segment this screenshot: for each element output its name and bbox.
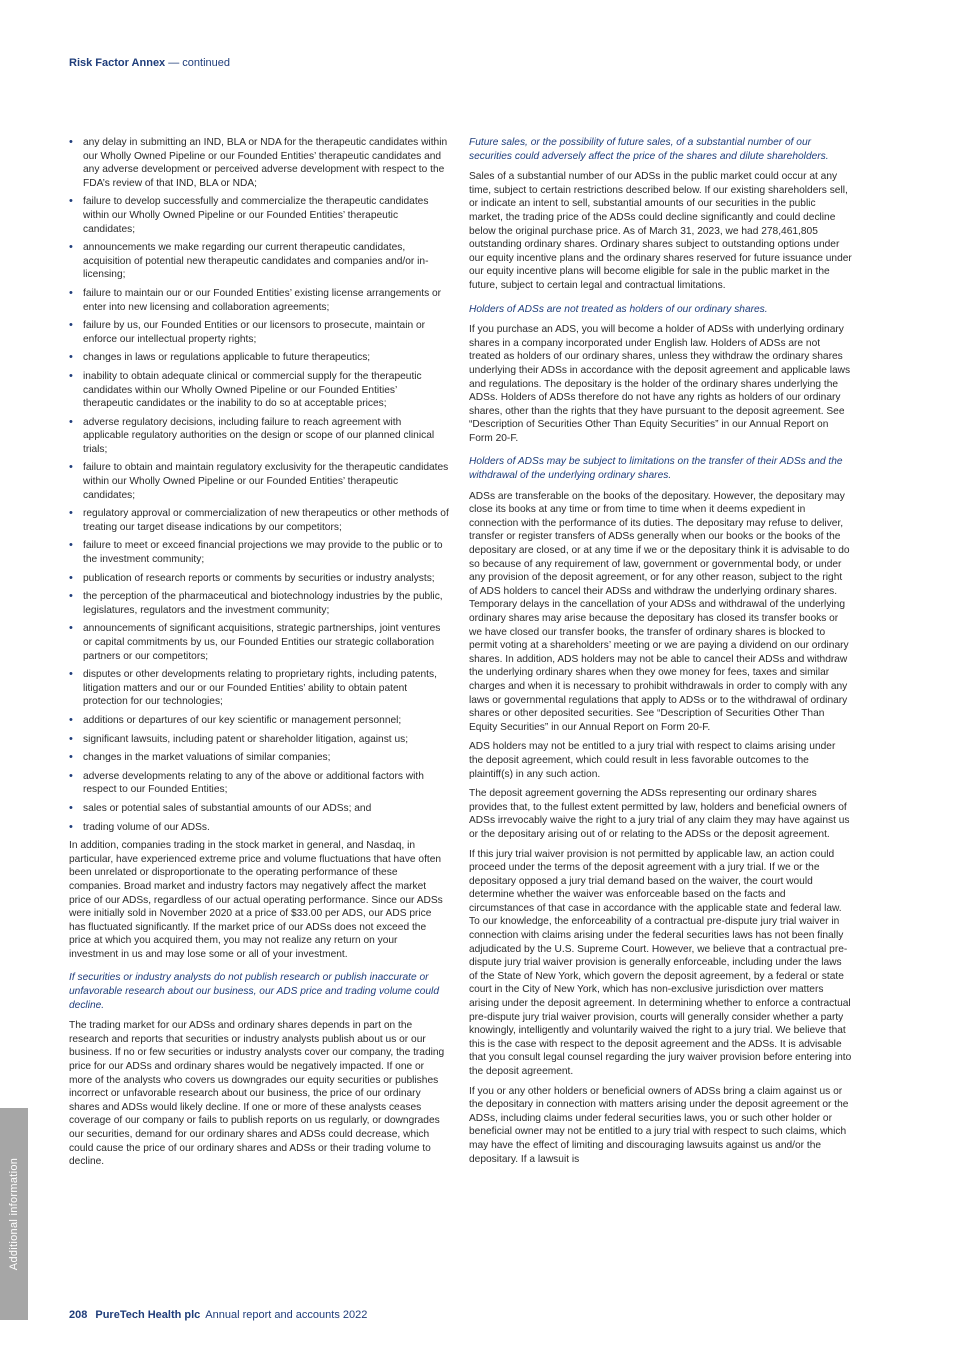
list-item: • significant lawsuits, including patent or shareholder litigation, against us; [69,732,409,745]
list-item: • the perception of the pharmaceutical and biotechnology industries by the public, legislatures, regulators and the investment community; [69,590,443,616]
body-paragraph: ADS holders may not be entitled to a jury trial with respect to claims arising under the deposit agreement, which could result in less favorable outcomes to the plaintiff(s) in any such action. [469,741,836,780]
subsection-heading: Future sales, or the possibility of future sales, of a substantial number of our securities could adversely affect the price of the shares and dilute shareholders. [469,137,829,162]
body-paragraph: The trading market for our ADSs and ordinary shares depends in part on the research and reports that securities or industry analysts publish about us or our business. If no or few securities or industry analysts cover our company, the trading price for our ADSs and ordinary shares would be negatively impacted. If one or more of the analysts who covers us downgrades our equity securities or publishes incorrect or unfavorable research about our business, the price of our ordinary shares and ADSs would likely decline. If one or more of these analysts ceases coverage of our company or fails to publish reports on us regularly, or downgrades our securities, demand for our ordinary shares and ADSs could decrease, which could cause the price of our ordinary shares and ADSs or their trading volume to decline. [69,1020,445,1168]
list-item: • changes in the market valuations of similar companies; [69,751,331,764]
body-paragraph: ADSs are transferable on the books of the depositary. However, the depositary may close its books at any time or from time to time when it deems expedient in connection with the performance of its duties. The depositary may refuse to deliver, transfer or register transfers of ADSs generally when our books or the books of the depositary are closed, or at any time if we or the depositary think it is advisable to do so because of any requirement of law, government or governmental body, or under any provision of the deposit agreement, or for any other reason, subject to the right of ADS holders to cancel their ADSs and withdraw the underlying ordinary shares. Temporary delays in the cancellation of your ADSs and withdrawal of the underlying ordinary shares may arise because the depositary has closed its transfer books or we have closed our transfer books, the transfer of ordinary shares is blocked to permit voting at a shareholders’ meeting or we are paying a dividend on our ordinary shares. In addition, ADS holders may not be able to cancel their ADSs and withdraw the underlying ordinary shares when they owe money for fees, taxes and similar charges and when it is necessary to prohibit withdrawals in order to comply with any laws or governmental regulations that apply to ADSs or to the withdrawal of ordinary shares or other deposited securities. See “Description of Securities Other Than Equity Securities” in our Annual Report on Form 20-F. [469,490,850,733]
list-item: • failure to meet or exceed financial projections we may provide to the public or to the investment community; [69,539,443,566]
subsection-heading: Holders of ADSs are not treated as holders of our ordinary shares. [469,303,768,315]
list-item: • failure to obtain and maintain regulatory exclusivity for the therapeutic candidates within our Wholly Owned Pipeline or our Founded Entities’ therapeutic candidates; [69,461,449,501]
section-side-tab [0,1108,28,1320]
section-title: Risk Factor Annex [69,57,166,69]
right-column [469,136,852,1172]
body-paragraph: In addition, companies trading in the stock market in general, and Nasdaq, in particular, have experienced extreme price and volume fluctuations that have often been unrelated or disproportionate to the operating performance of these companies. Broad market and industry factors may negatively affect the market price of our ADSs, regardless of our actual operating performance. Since our ADSs were initially sold in November 2020 at a price of $33.00 per ADS, our ADS price has fluctuated significantly. If the market price of our ADSs does not exceed the price at which you acquired them, you may not realize any return on your investment in us and may lose some or all of your investment. [69,840,443,960]
list-item: • sales or potential sales of substantial amounts of our ADSs; and [69,801,372,814]
list-item: • failure to maintain our or our Founded Entities’ existing license arrangements or enter into new licensing and collaboration agreements; [69,286,442,313]
page-footer [69,1309,367,1321]
list-item: • additions or departures of our key scientific or management personnel; [69,713,402,726]
list-item: • adverse regulatory decisions, including failure to reach agreement with applicable regulatory authorities on the design or scope of our planned clinical trials; [69,415,435,455]
list-item: • failure to develop successfully and commercialize the therapeutic candidates within our Wholly Owned Pipeline or our Founded Entities’ therapeutic candidates; [69,195,429,235]
list-item: • changes in laws or regulations applicable to future therapeutics; [69,351,371,364]
body-paragraph: The deposit agreement governing the ADSs representing our ordinary shares provides that, to the fullest extent permitted by law, holders and beneficial owners of ADSs irrevocably waive the right to a jury trial of any claim they may have against us or the depositary arising out of or relating to the ADSs or the deposit agreement. [469,788,850,840]
list-item: • announcements of significant acquisitions, strategic partnerships, joint ventures or capital commitments by us, our Founded Entities our strategic collaboration partners or our competitors; [69,622,441,662]
body-paragraph: If you or any other holders or beneficial owners of ADSs bring a claim against us or the depositary in connection with matters arising under the deposit agreement or the ADSs, including claims under federal securities laws, you or such other holder or beneficial owner may not be entitled to a jury trial with respect to such claims, which may have the effect of limiting and discouraging lawsuits against us and/or the depositary. If a lawsuit is [469,1085,849,1165]
continued-label: — continued [165,57,231,69]
list-item: • any delay in submitting an IND, BLA or NDA for the therapeutic candidates within our Wholly Owned Pipeline or our Founded Entities’ therapeutic candidates and any adverse development or perceived adverse development with respect to the FDA’s review of that IND, BLA or NDA; [69,136,448,189]
list-item: • regulatory approval or commercialization of new therapeutics or other methods of treating our target disease indications by our competitors; [69,507,449,533]
list-item: • inability to obtain adequate clinical or commercial supply for the therapeutic candidates within our Wholly Owned Pipeline or our Founded Entities’ therapeutic candidates or the inability to do so at acceptable prices; [69,369,422,410]
list-item: • disputes or other developments relating to proprietary rights, including patents, litigation matters and our or our Founded Entities’ ability to obtain patent protection for our technologies; [69,668,437,708]
list-item: • trading volume of our ADSs. [69,820,210,833]
body-paragraph: If you purchase an ADS, you will become a holder of ADSs with underlying ordinary shares in a company incorporated under English law. Holders of ADSs are not treated as holders of our ordinary shares, unless they withdraw the ordinary shares underlying their ADSs in accordance with the deposit agreement and applicable laws and regulations. The depositary is the holder of the ordinary shares underlying the ADSs. Holders of ADSs therefore do not have any rights as holders of our ordinary shares, other than the rights that they have pursuant to the deposit agreement. See “Description of Securities Other Than Equity Securities” in our Annual Report on Form 20-F. [469,324,851,444]
company-name: PureTech Health plc [95,1309,201,1321]
subsection-heading: If securities or industry analysts do not publish research or publish inaccurate or unfavorable research about our business, our ADS price and trading volume could decline. [69,972,439,1011]
page-number: 208 [69,1309,88,1321]
report-title: Annual report and accounts 2022 [205,1309,368,1321]
body-paragraph: Sales of a substantial number of our ADSs in the public market could occur at any time, subject to certain restrictions described below. If our existing shareholders sell, or indicate an intent to sell, substantial amounts of our securities in the public market, the trading price of the ADSs could decline significantly and could decline below the original purchase price. As of March 31, 2023, we had 278,461,805 outstanding ordinary shares. Ordinary shares subject to outstanding options under our equity incentive plans and the ordinary shares reserved for future issuance under our equity incentive plans will become eligible for sale in the public market in the future, subject to certain legal and contractual limitations. [469,171,852,291]
risk-bullet-list [69,136,449,834]
list-item: • publication of research reports or comments by securities or industry analysts; [69,571,435,584]
body-paragraph: If this jury trial waiver provision is not permitted by applicable law, an action could proceed under the terms of the deposit agreement with a jury trial. If we or the depositary opposed a jury trial demand based on the waiver, the court would determine whether the waiver was enforceable based on the facts and circumstances of that case in accordance with the applicable state and federal law. To our knowledge, the enforceability of a contractual pre-dispute jury trial waiver in connection with claims arising under the federal securities laws has not been finally adjudicated by the U.S. Supreme Court. However, we believe that a contractual pre-dispute jury trial waiver provision is generally enforceable, including under the laws of the State of New York, which govern the deposit agreement, by a federal or state court in the City of New York, which has non-exclusive jurisdiction over matters arising under the deposit agreement. In determining whether to enforce a contractual pre-dispute jury trial waiver provision, courts will generally consider whether a party knowingly, intelligently and voluntarily waived the right to a jury trial. We believe that this is the case with respect to the deposit agreement and the ADSs. It is advisable that you consult legal counsel regarding the jury waiver provision before entering into the deposit agreement. [469,848,852,1077]
list-item: • failure by us, our Founded Entities or our licensors to prosecute, maintain or enforce our intellectual property rights; [69,319,426,345]
list-item: • adverse developments relating to any of the above or additional factors with respect to our Founded Entities; [69,769,424,796]
left-column [69,136,449,1175]
side-tab-label: Additional information [8,1157,20,1271]
subsection-heading: Holders of ADSs may be subject to limitations on the transfer of their ADSs and the withdrawal of the underlying ordinary shares. [469,456,843,482]
list-item: • announcements we make regarding our current therapeutic candidates, acquisition of potential new therapeutic candidates and companies and/or in-licensing; [69,241,429,281]
running-header [69,57,230,69]
